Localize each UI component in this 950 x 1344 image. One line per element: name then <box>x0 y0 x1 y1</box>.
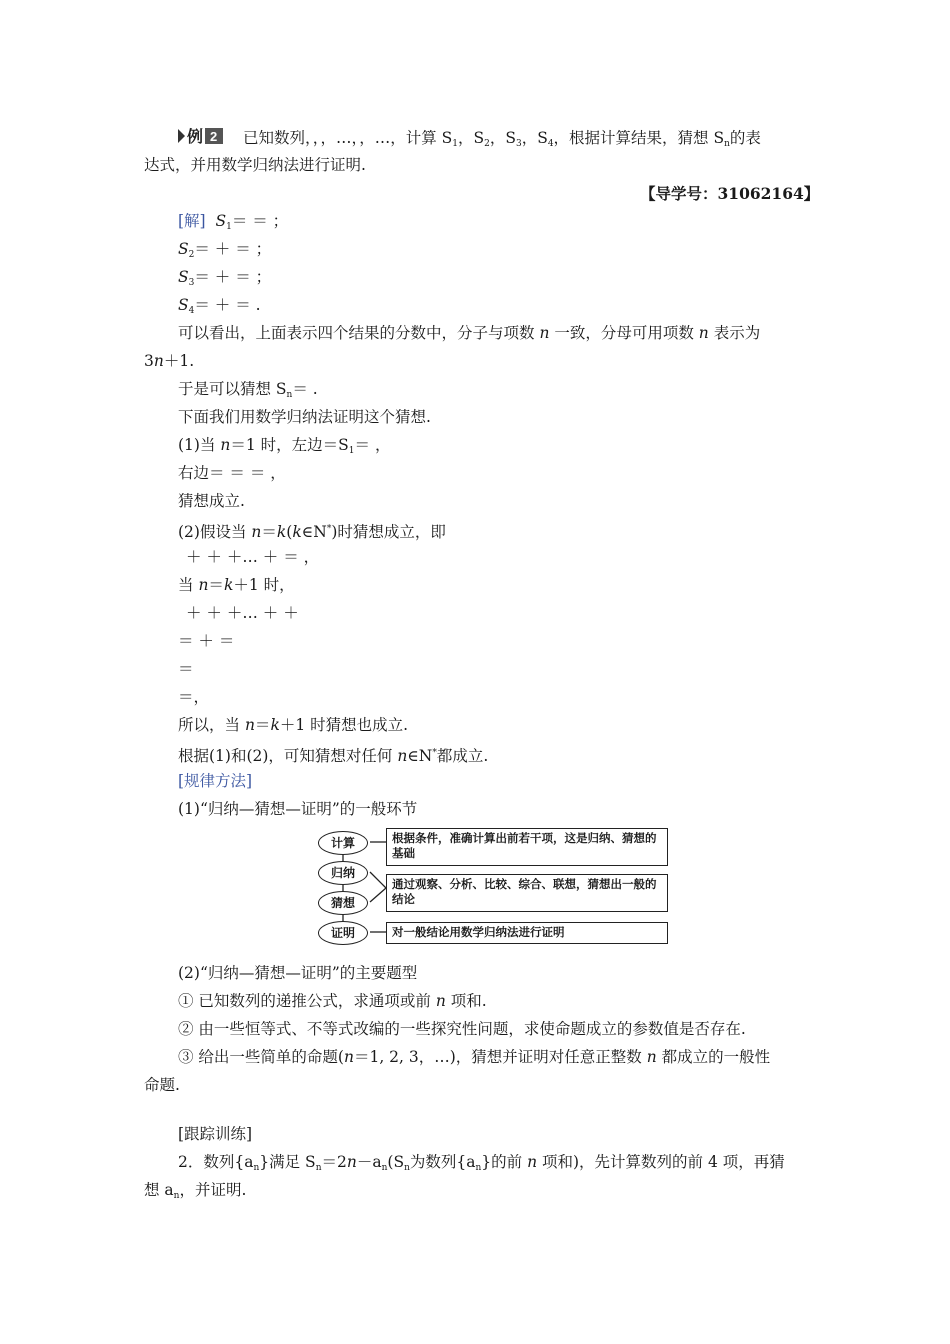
text: 为数列{a <box>409 1153 476 1171</box>
solution-s4 <box>178 295 261 321</box>
text: ＝ ， <box>354 436 391 454</box>
text: 3 <box>144 352 154 370</box>
var: n <box>153 352 164 370</box>
var: n <box>527 1153 538 1171</box>
var: k <box>292 523 302 541</box>
var: k <box>223 576 234 594</box>
text: ① 已知数列的递推公式，求通项或前 <box>178 992 436 1010</box>
text: 当 <box>178 576 199 594</box>
text: ＝ . <box>292 380 318 398</box>
text: }满足 S <box>259 1153 316 1171</box>
text: ∈N <box>407 747 433 765</box>
text: }的前 <box>481 1153 528 1171</box>
sub: n <box>724 139 730 149</box>
example-line-2: 达式，并用数学归纳法进行证明. <box>144 156 366 174</box>
sub: 4 <box>547 139 554 149</box>
sub: n <box>173 1191 180 1201</box>
var: S <box>178 268 189 286</box>
guess-line <box>178 379 318 405</box>
var: n <box>343 1048 354 1066</box>
text: 的表 <box>729 129 761 147</box>
proof-step-3 <box>178 575 295 595</box>
example-text-a: 已知数列，，，…，，…，计算 S <box>242 129 453 147</box>
oval-induce: 归纳 <box>318 861 368 885</box>
var: n <box>539 324 550 342</box>
text: 所以，当 <box>178 716 245 734</box>
text: ＝ ＝ ； <box>231 212 289 230</box>
text: ，S <box>521 129 548 147</box>
var: k <box>276 523 287 541</box>
var: n <box>251 523 262 541</box>
sup: * <box>326 524 332 534</box>
sub: 4 <box>188 306 195 316</box>
var: n <box>220 436 231 454</box>
text: 表示为 <box>708 324 761 342</box>
sub: n <box>286 390 293 400</box>
text: (S <box>387 1153 405 1171</box>
var: n <box>346 1153 357 1171</box>
text: ＝2 <box>321 1153 347 1171</box>
sub: 3 <box>188 278 195 288</box>
observation-line-2 <box>144 351 194 371</box>
example-badge <box>178 126 228 151</box>
play-triangle-icon <box>178 126 228 146</box>
var: S <box>215 212 227 230</box>
var: n <box>244 716 255 734</box>
sub: 1 <box>348 446 355 456</box>
text: ，S <box>489 129 516 147</box>
oval-guess: 猜想 <box>318 891 368 915</box>
proof-step-1 <box>178 435 390 461</box>
text: 可以看出，上面表示四个结果的分数中，分子与项数 <box>178 324 540 342</box>
sub: n <box>253 1163 260 1173</box>
var: n <box>198 576 209 594</box>
derivation-2: ＝ ＋ ＝ <box>178 632 235 650</box>
text: ( <box>286 523 293 541</box>
method-item-3-line-2: 命题. <box>144 1076 180 1094</box>
var: S <box>178 240 189 258</box>
proof-conclusion-1 <box>178 715 408 735</box>
proof-step-2 <box>178 519 446 542</box>
sup: * <box>432 748 437 758</box>
text: 根据(1)和(2)，可知猜想对任何 <box>178 747 398 765</box>
sub: n <box>475 1163 482 1173</box>
method-item-1 <box>178 991 487 1011</box>
text: ＋1 时猜想也成立. <box>279 716 409 734</box>
text: ＋1. <box>163 352 195 370</box>
diagram-box-guess: 通过观察、分析、比较、综合、联想，猜想出一般的结论 <box>386 874 668 912</box>
method-label: [规律方法] <box>178 772 253 790</box>
solution-s2 <box>178 239 271 265</box>
text: ，并证明. <box>179 1181 247 1199</box>
text: －a <box>356 1153 382 1171</box>
text: 于是可以猜想 S <box>178 380 287 398</box>
sub: 2 <box>484 139 490 149</box>
var: S <box>178 296 189 314</box>
sub: n <box>315 1163 322 1173</box>
sub: 3 <box>515 139 522 149</box>
text: ＝ <box>208 576 224 594</box>
derivation-3: ＝ <box>178 660 194 678</box>
proof-conclusion-2 <box>178 743 488 766</box>
sub: n <box>404 1163 410 1173</box>
text: )时猜想成立，即 <box>331 523 446 541</box>
solution-label: [解] <box>178 212 206 230</box>
oval-prove: 证明 <box>318 921 368 945</box>
proof-right-side: 右边＝ ＝ ＝ ， <box>178 464 286 482</box>
text: ，根据计算结果，猜想 S <box>553 129 725 147</box>
text: (1)当 <box>178 436 221 454</box>
text: 2．数列{a <box>178 1153 254 1171</box>
practice-question-line-2 <box>144 1180 246 1206</box>
text: 都成立. <box>436 747 489 765</box>
var: k <box>270 716 280 734</box>
sub: 2 <box>188 250 195 260</box>
text: 项和. <box>445 992 487 1010</box>
text: ＋1 时， <box>233 576 295 594</box>
induction-hypothesis: ＋ ＋ ＋… ＋ ＝ ， <box>186 548 320 566</box>
text: ＝1 时，左边＝S <box>230 436 349 454</box>
var: n <box>397 747 408 765</box>
sub: n <box>381 1163 388 1173</box>
text: 想 a <box>144 1181 174 1199</box>
text: ，S <box>457 129 485 147</box>
var: n <box>698 324 709 342</box>
proof-holds: 猜想成立. <box>178 492 245 510</box>
diagram-box-compute: 根据条件，准确计算出前若干项，这是归纳、猜想的基础 <box>386 828 668 866</box>
practice-label: [跟踪训练] <box>178 1125 253 1143</box>
method-item-2: ② 由一些恒等式、不等式改编的一些探究性问题，求使命题成立的参数值是否存在. <box>178 1020 746 1038</box>
method-heading-2: (2)“归纳—猜想—证明”的主要题型 <box>178 964 418 982</box>
sub: 1 <box>452 139 458 149</box>
text: 项和)，先计算数列的前 4 项，再猜 <box>537 1153 785 1171</box>
oval-compute: 计算 <box>318 831 368 855</box>
example-tag-text: 例 <box>187 129 204 146</box>
text: (2)假设当 <box>178 523 252 541</box>
method-heading-1: (1)“归纳—猜想—证明”的一般环节 <box>178 800 418 818</box>
text: ＝1, 2, 3，…)，猜想并证明对任意正整数 <box>353 1048 647 1066</box>
derivation-1: ＋ ＋ ＋… ＋ ＋ <box>186 604 299 622</box>
practice-question-line-1 <box>178 1152 785 1178</box>
text: ＝ ＋ ＝ ； <box>194 240 272 258</box>
var: n <box>435 992 446 1010</box>
text: ＝ ＋ ＝ . <box>194 296 261 314</box>
text: 都成立的一般性 <box>656 1048 771 1066</box>
example-number: 2 <box>210 129 218 144</box>
text: ＝ ＋ ＝ ； <box>194 268 272 286</box>
sub: 1 <box>226 222 232 232</box>
observation-line-1 <box>178 323 760 343</box>
solution-s1 <box>178 211 288 237</box>
text: ＝ <box>254 716 271 734</box>
text: ③ 给出一些简单的命题( <box>178 1048 344 1066</box>
text: 一致，分母可用项数 <box>549 324 699 342</box>
text: ＝ <box>261 523 277 541</box>
method-item-3 <box>178 1047 770 1067</box>
derivation-4: ＝， <box>178 688 210 706</box>
example-line-1 <box>178 126 761 154</box>
diagram-box-prove: 对一般结论用数学归纳法进行证明 <box>386 922 668 944</box>
solution-s3 <box>178 267 271 293</box>
method-diagram <box>318 828 670 950</box>
var: n <box>646 1048 657 1066</box>
reference-number: 【导学号：31062164】 <box>640 184 820 203</box>
proof-intro: 下面我们用数学归纳法证明这个猜想. <box>178 408 431 426</box>
text: ∈N <box>301 523 327 541</box>
